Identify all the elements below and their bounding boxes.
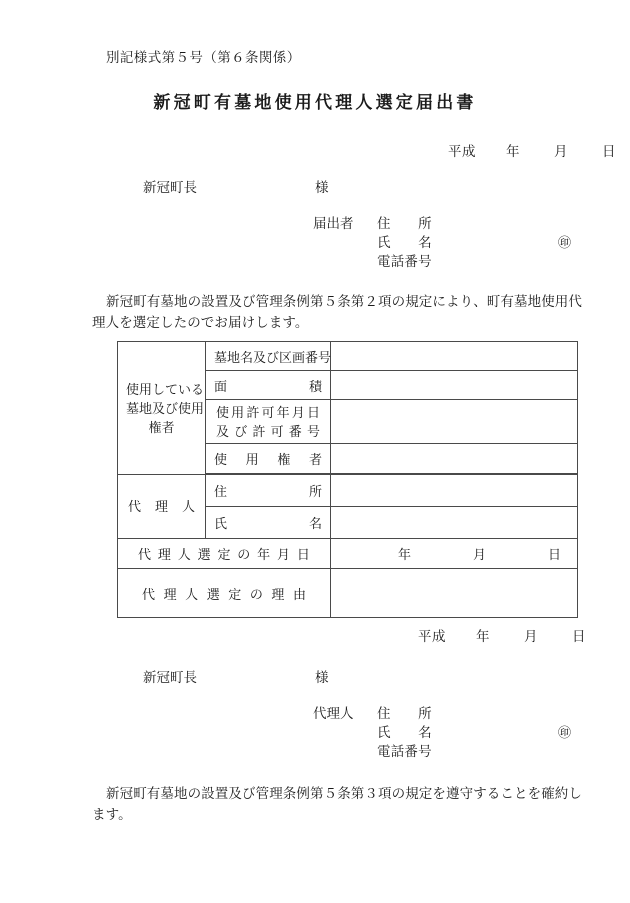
date-line-bottom <box>418 625 586 645</box>
selection-day-label: 日 <box>547 547 561 562</box>
addressee-honorific-top: 様 <box>315 180 329 195</box>
selection-month-label: 月 <box>472 547 486 562</box>
agent-address-label-cell <box>206 475 331 507</box>
sel-date-char-3: 人 <box>177 547 191 562</box>
table-row <box>118 342 578 371</box>
sel-date-char-8: 月 <box>277 547 291 562</box>
sel-reason-char-2: 理 <box>163 586 177 602</box>
selection-reason-label-cell <box>118 569 331 618</box>
addressee-top <box>143 176 329 196</box>
sel-date-char-7: 年 <box>257 547 271 562</box>
selection-date-value-cell[interactable] <box>331 539 578 569</box>
agent-group-char-3: 人 <box>181 498 195 514</box>
permit-l1-c7: 日 <box>306 404 320 420</box>
day-label-top: 日 <box>602 144 616 159</box>
agent-group-char-2: 理 <box>154 498 168 514</box>
grave-group-line-3: 権者 <box>148 419 175 435</box>
sel-date-char-1: 代 <box>138 547 152 562</box>
area-value-cell[interactable] <box>331 371 578 400</box>
agent-group-char-1: 代 <box>128 498 142 514</box>
area-label-char-1: 面 <box>214 378 228 394</box>
selection-date-label-cell <box>118 539 331 569</box>
addressee-name-top: 新冠町長 <box>143 180 197 195</box>
user-label-char-1: 使 <box>214 452 228 467</box>
user-label-cell <box>206 444 331 474</box>
area-label-char-2: 積 <box>308 378 322 394</box>
agent-name-label: 氏 名 <box>377 725 432 740</box>
year-label-top: 年 <box>506 144 520 159</box>
submitter-role-label: 届出者 <box>313 216 354 231</box>
date-line-top <box>448 140 616 160</box>
user-label-char-4: 者 <box>308 452 322 467</box>
permit-l2-c5: 番 <box>288 423 302 439</box>
permit-l2-c3: 許 <box>252 423 266 439</box>
grave-group-line-1: 使用している <box>126 381 205 397</box>
month-label-top: 月 <box>554 144 568 159</box>
permit-l2-c4: 可 <box>270 423 284 439</box>
sel-date-char-9: 日 <box>296 547 310 562</box>
agent-phone-label: 電話番号 <box>377 744 432 759</box>
agent-role-label: 代理人 <box>313 706 354 721</box>
permit-value-cell[interactable] <box>331 400 578 444</box>
page-title: 新冠町有墓地使用代理人選定届出書 <box>153 93 477 112</box>
year-label-bottom: 年 <box>476 629 490 644</box>
permit-l1-c3: 許 <box>246 404 260 420</box>
sel-reason-char-7: 理 <box>271 586 285 602</box>
sel-date-char-4: 選 <box>197 547 211 562</box>
submitter-name-label: 氏 名 <box>377 235 432 250</box>
era-label-top: 平成 <box>448 144 476 159</box>
agent-name-char-2: 名 <box>308 516 322 531</box>
sel-reason-char-4: 選 <box>206 586 220 602</box>
sel-date-char-6: の <box>237 547 251 562</box>
permit-label-line-1 <box>214 403 322 422</box>
user-value-cell[interactable] <box>331 444 578 474</box>
submitter-address-label: 住 所 <box>377 216 432 231</box>
addressee-name-bottom: 新冠町長 <box>143 670 197 685</box>
agent-address-char-1: 住 <box>214 484 228 499</box>
era-label-bottom: 平成 <box>418 629 446 644</box>
permit-l1-c2: 用 <box>231 404 245 420</box>
sel-date-char-2: 理 <box>157 547 171 562</box>
sel-reason-char-8: 由 <box>292 586 306 602</box>
sel-reason-char-6: の <box>249 586 263 602</box>
permit-label-cell <box>206 400 331 444</box>
grave-name-value-cell[interactable] <box>331 342 578 371</box>
seal-icon-agent: ㊞ <box>558 725 572 740</box>
permit-l2-c2: び <box>234 423 248 439</box>
day-label-bottom: 日 <box>572 629 586 644</box>
agent-address-label: 住 所 <box>377 706 432 721</box>
agent-name-value-cell[interactable] <box>331 507 578 539</box>
pledge-paragraph: 新冠町有墓地の設置及び管理条例第５条第３項の規定を遵守することを確約します。 <box>92 786 582 822</box>
submitter-phone-label: 電話番号 <box>377 254 432 269</box>
month-label-bottom: 月 <box>524 629 538 644</box>
form-code: 別記様式第５号（第６条関係） <box>106 50 301 65</box>
sel-reason-char-3: 人 <box>185 586 199 602</box>
form-table <box>117 341 578 618</box>
agent-name-label-cell <box>206 507 331 539</box>
grave-name-label-cell: 墓地名及び区画番号 <box>206 342 331 371</box>
selection-year-label: 年 <box>397 547 411 562</box>
selection-reason-value-cell[interactable] <box>331 569 578 618</box>
agent-name-char-1: 氏 <box>214 516 228 531</box>
grave-group-label-cell <box>118 342 206 475</box>
sel-reason-char-1: 代 <box>142 586 156 602</box>
permit-label-line-2 <box>214 422 322 441</box>
sel-reason-char-5: 定 <box>228 586 242 602</box>
permit-l1-c4: 可 <box>261 404 275 420</box>
user-label-char-2: 用 <box>245 452 259 467</box>
addressee-bottom <box>143 666 329 686</box>
sel-date-char-5: 定 <box>217 547 231 562</box>
table-row <box>118 475 578 507</box>
user-label-char-3: 権 <box>277 452 291 467</box>
agent-address-char-2: 所 <box>308 484 322 499</box>
agent-group-label-cell <box>118 475 206 539</box>
grave-group-line-2: 墓地及び使用 <box>126 400 205 416</box>
permit-l2-c6: 号 <box>306 423 320 439</box>
agent-address-value-cell[interactable] <box>331 475 578 507</box>
table-row <box>118 569 578 618</box>
table-row <box>118 539 578 569</box>
intro-paragraph: 新冠町有墓地の設置及び管理条例第５条第２項の規定により、町有墓地使用代理人を選定したのでお届けします。 <box>92 294 582 330</box>
permit-l2-c1: 及 <box>216 423 230 439</box>
permit-l1-c5: 年 <box>276 404 290 420</box>
area-label-cell <box>206 371 331 400</box>
seal-icon-submitter: ㊞ <box>558 235 572 250</box>
addressee-honorific-bottom: 様 <box>315 670 329 685</box>
permit-l1-c6: 月 <box>291 404 305 420</box>
permit-l1-c1: 使 <box>216 404 230 420</box>
